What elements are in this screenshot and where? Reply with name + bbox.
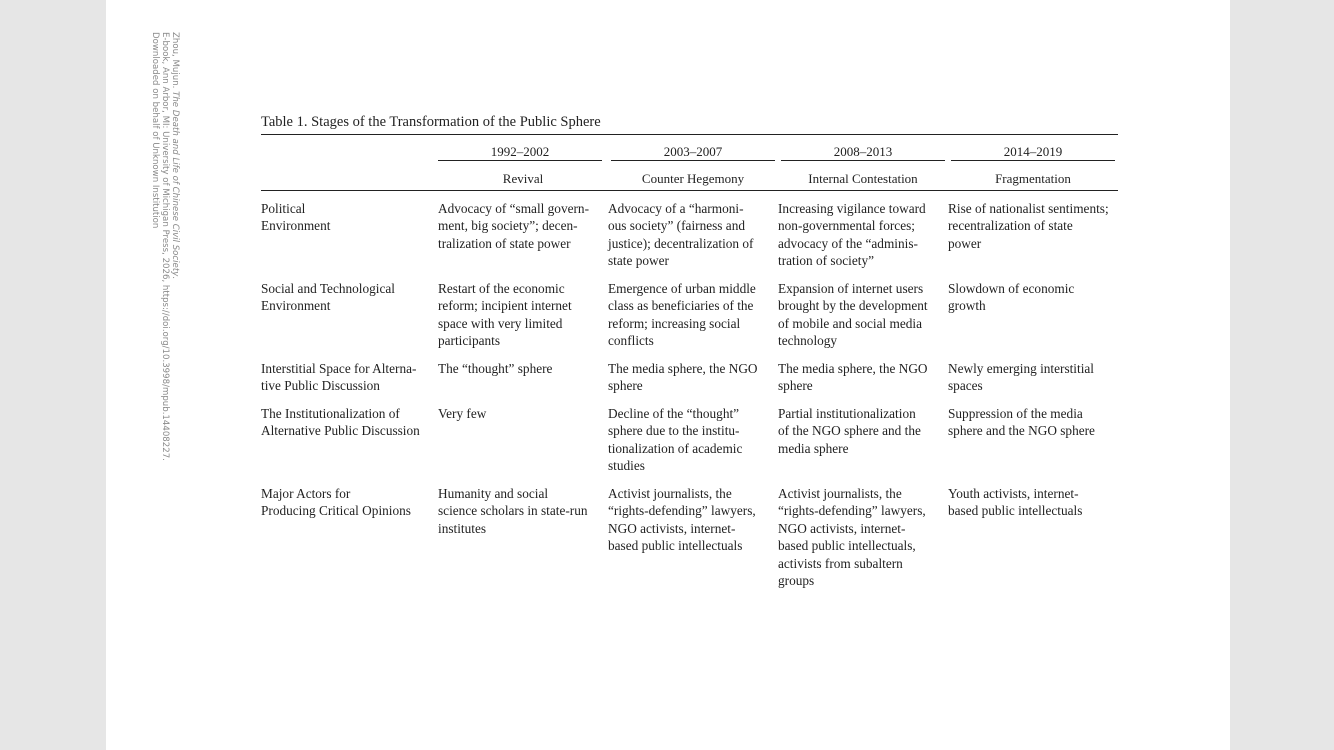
period-header: 2008–2013 (781, 144, 945, 161)
table-row (261, 405, 1118, 485)
table-cell: Restart of the economic reform; incipient internet space with very limited participants (438, 281, 572, 349)
citation-sidebar (150, 32, 180, 461)
period-header: 2003–2007 (611, 144, 775, 161)
row-label: Political Environment (261, 201, 331, 234)
stage-header-row (261, 162, 1118, 191)
citation-line-1 (170, 32, 180, 461)
table-cell: The media sphere, the NGO sphere (778, 361, 928, 394)
table-cell: Very few (438, 406, 487, 421)
table-row (261, 280, 1118, 360)
table-cell: Slowdown of economic growth (948, 281, 1075, 314)
citation-author: Zhou, Mujun. (170, 32, 180, 92)
table-cell: Partial institutionalization of the NGO sphere and the media sphere (778, 406, 921, 456)
table-cell: Advocacy of “small govern- ment, big society”; decen- tralization of state power (438, 201, 590, 251)
table-cell: Youth activists, internet- based public intellectuals (948, 486, 1083, 519)
table-cell: The media sphere, the NGO sphere (608, 361, 758, 394)
citation-line-2: E-book, Ann Arbor, MI: University of Michigan Press, 2026, https://doi.org/10.3998/mpub.14408227. (160, 32, 170, 461)
row-label: Interstitial Space for Alterna- tive Public Discussion (261, 361, 417, 394)
table-cell: Emergence of urban middle class as beneficiaries of the reform; increasing social conflicts (608, 281, 756, 349)
table-cell: Humanity and social science scholars in state-run institutes (438, 486, 588, 536)
table-row (261, 485, 1118, 595)
table-cell: Expansion of internet users brought by the development of mobile and social media technology (778, 281, 928, 349)
table-cell: Decline of the “thought” sphere due to the institu- tionalization of academic studies (608, 406, 743, 474)
stage-header: Revival (502, 171, 544, 186)
citation-line-3: Downloaded on behalf of Unknown Institution (150, 32, 160, 229)
table-cell: Activist journalists, the “rights-defending” lawyers, NGO activists, internet- based public intellectuals (608, 486, 756, 554)
row-label: Social and Technological Environment (261, 281, 395, 314)
table-body (261, 200, 1118, 595)
table-cell: Activist journalists, the “rights-defending” lawyers, NGO activists, internet- based public intellectuals, activists from subaltern groups (778, 486, 926, 589)
period-header: 1992–2002 (438, 144, 602, 161)
period-header-row (261, 135, 1118, 162)
table-cell: Advocacy of a “harmoni- ous society” (fairness and justice); decentralization of state power (608, 201, 754, 269)
row-label: Major Actors for Producing Critical Opinions (261, 486, 411, 519)
table-cell: Suppression of the media sphere and the NGO sphere (948, 406, 1095, 439)
stages-table (261, 112, 1118, 595)
citation-book-title: The Death and Life of Chinese Civil Society (170, 91, 180, 277)
stage-header: Counter Hegemony (641, 171, 745, 186)
stage-header: Fragmentation (995, 171, 1071, 186)
table-row (261, 200, 1118, 280)
period-header: 2014–2019 (951, 144, 1115, 161)
stage-header: Internal Contestation (808, 171, 918, 186)
table-cell: Rise of nationalist sentiments; recentralization of state power (948, 201, 1109, 251)
row-label: The Institutionalization of Alternative Public Discussion (261, 406, 420, 439)
table-title: Table 1. Stages of the Transformation of the Public Sphere (261, 114, 601, 130)
table-cell: Newly emerging interstitial spaces (948, 361, 1094, 394)
table-cell: The “thought” sphere (438, 361, 553, 376)
citation-period: . (170, 276, 180, 280)
table-cell: Increasing vigilance toward non-governmental forces; advocacy of the “adminis- tration of society” (778, 201, 926, 269)
table-row (261, 360, 1118, 405)
